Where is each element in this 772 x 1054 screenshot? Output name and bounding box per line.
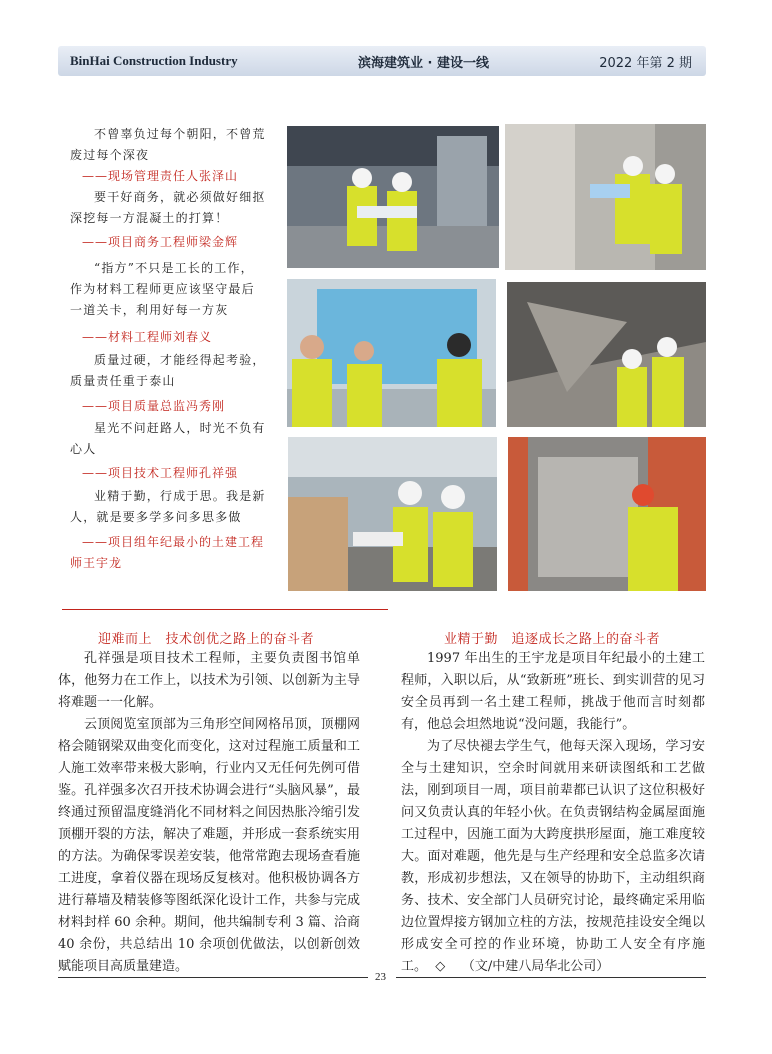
page-number: 23 — [375, 971, 386, 983]
article-credit: （文/中建八局华北公司） — [461, 959, 610, 974]
paragraph: 孔祥强是项目技术工程师，主要负责图书馆单体，他努力在工作上，以技术为引领、以创新为主导将难题一一化解。 — [58, 651, 360, 710]
quote-text: 质量过硬，才能经得起考验，质量责任重于泰山 — [70, 353, 266, 388]
workers-at-board-icon — [287, 279, 496, 427]
quote-text: 要干好商务，就必须做好细抠深挖每一方混凝土的打算！ — [70, 190, 266, 225]
photo-at-board — [287, 279, 496, 427]
photo-inspect-column — [507, 282, 706, 427]
left-article-body — [58, 648, 360, 978]
right-article-title: 业精于勤 追逐成长之路上的奋斗者 — [444, 632, 661, 647]
workers-inspect-column-icon — [507, 282, 706, 427]
photo-review-drawing — [287, 126, 499, 268]
quote-text: 星光不问赶路人，时光不负有心人 — [70, 421, 266, 456]
publication-name: BinHai Construction Industry — [70, 53, 238, 68]
paragraph: 云顶阅览室顶部为三角形空间网格吊顶，顶棚网格会随钢梁双曲变化而变化，这对过程施工质量和工人施工效率带来极大影响，行业内又无任何先例可借鉴。孔祥强多次召开技术协调会进行“头脑风暴”，最终通过预留温度缝消化不同材料之间因热胀冷缩引发顶棚开裂的方法，解决了难题，并形成一套系统实用的方法。为确保零误差安装，他常常跑去现场查看施工进度，拿着仪器在现场反复核对。他积极协调各方进行幕墙及精装修等图纸深化设计工作，共参与完成材料封样 60 余种。期间，他共编制专利 3 篇、洽商 40 余份，共总结出 10 余项创优做法，以创新创效赋能项目高质量建造。 — [58, 717, 360, 974]
end-mark-icon: ◇ — [435, 959, 446, 974]
section-divider — [62, 609, 388, 610]
quote-signature: ——项目技术工程师孔祥强 — [82, 466, 239, 480]
quote-signature: ——现场管理责任人张泽山 — [82, 169, 239, 183]
issue-number: 2022 年第 2 期 — [599, 56, 692, 71]
quote-signature: ——项目商务工程师梁金辉 — [82, 235, 239, 249]
photo-at-elevator — [508, 437, 706, 591]
paragraph — [401, 736, 705, 978]
quote-signature: ——材料工程师刘春义 — [82, 330, 213, 344]
photo-inspect-wall — [505, 124, 706, 270]
paragraph-text: 为了尽快褪去学生气，他每天深入现场，学习安全与土建知识，空余时间就用来研读图纸和工艺做法，刚到项目一周，项目前辈都已认识了这位积极好问又负责认真的年轻小伙。在负责钢结构金属屋面施工过程中，因施工面为大跨度拱形屋面，施工难度较大。面对难题，他先是与生产经理和安全总监多次请教，形成初步想法，又在领导的协助下，主动组织商务、技术、安全部门人员研究讨论，最终确定采用临边位置焊接方钢加立柱的方法，按规范挂设安全绳以形成安全可控的作业环境，协助工人安全有序施工。 — [401, 739, 705, 974]
quote-text: “指方”不只是工长的工作，作为材料工程师更应该坚守最后一道关卡，利用好每一方灰 — [70, 261, 255, 317]
quote-text: 业精于勤，行成于思。我是新人，就是要多学多问多思多做 — [70, 489, 266, 524]
quote-text: 不曾辜负过每个朝阳，不曾荒废过每个深夜 — [70, 127, 266, 162]
footer-line-right — [396, 977, 706, 978]
left-article-title: 迎难而上 技术创优之路上的奋斗者 — [98, 632, 315, 647]
workers-inspect-wall-icon — [505, 124, 706, 270]
workers-hold-plan-icon — [288, 437, 497, 591]
header-bar — [58, 46, 706, 76]
quote-signature: ——项目质量总监冯秀刚 — [82, 399, 226, 413]
workers-review-drawing-icon — [287, 126, 499, 268]
right-article-body — [401, 648, 705, 978]
quote-signature: ——项目组年纪最小的土建工程师王宇龙 — [70, 535, 265, 570]
section-title: 滨海建筑业 · 建设一线 — [358, 56, 489, 71]
paragraph: 1997 年出生的王宇龙是项目年纪最小的土建工程师，入职以后，从“致新班”班长、到实训营的见习安全员再到一名土建工程师，挑战于他而言时刻都有，他总会坦然地说“没问题，我能行”。 — [401, 651, 705, 732]
worker-at-elevator-icon — [508, 437, 706, 591]
photo-hold-plan — [288, 437, 497, 591]
footer-line-left — [58, 977, 368, 978]
